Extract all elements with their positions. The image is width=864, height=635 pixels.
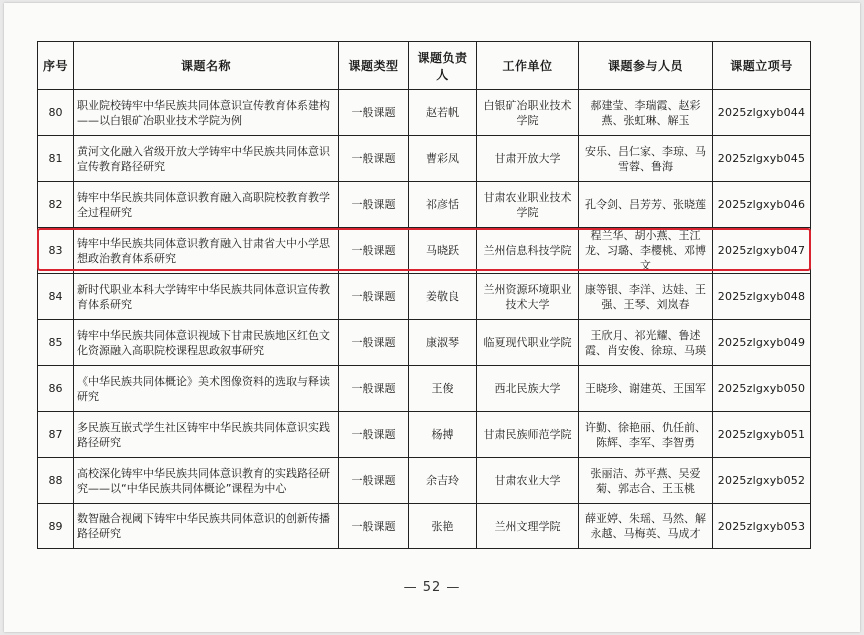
table-row	[38, 320, 811, 366]
cell-no: 84	[38, 274, 74, 320]
document-page	[4, 3, 860, 632]
cell-type: 一般课题	[339, 504, 409, 549]
cell-name: 铸牢中华民族共同体意识教育融入高职院校教育教学全过程研究	[74, 182, 339, 228]
cell-name: 新时代职业本科大学铸牢中华民族共同体意识宣传教育体系研究	[74, 274, 339, 320]
cell-unit: 白银矿冶职业技术学院	[477, 90, 579, 136]
cell-members: 许勤、徐艳丽、仇任前、陈辉、李军、李智勇	[579, 412, 713, 458]
cell-code: 2025zlgxyb049	[713, 320, 811, 366]
cell-lead: 马晓跃	[409, 228, 477, 274]
table-row	[38, 366, 811, 412]
cell-lead: 王俊	[409, 366, 477, 412]
cell-unit: 甘肃农业职业技术学院	[477, 182, 579, 228]
cell-unit: 甘肃民族师范学院	[477, 412, 579, 458]
cell-name: 高校深化铸牢中华民族共同体意识教育的实践路径研究——以“中华民族共同体概论”课程为中心	[74, 458, 339, 504]
cell-type: 一般课题	[339, 412, 409, 458]
cell-no: 82	[38, 182, 74, 228]
cell-no: 80	[38, 90, 74, 136]
cell-members: 王欣月、祁光耀、鲁述霞、肖安俊、徐琼、马瑛	[579, 320, 713, 366]
cell-members: 孔令剑、吕芳芳、张晓莲	[579, 182, 713, 228]
cell-unit: 兰州信息科技学院	[477, 228, 579, 274]
cell-name: 职业院校铸牢中华民族共同体意识宣传教育体系建构——以白银矿冶职业技术学院为例	[74, 90, 339, 136]
header-type: 课题类型	[339, 42, 409, 90]
cell-type: 一般课题	[339, 228, 409, 274]
header-unit: 工作单位	[477, 42, 579, 90]
cell-type: 一般课题	[339, 136, 409, 182]
cell-unit: 西北民族大学	[477, 366, 579, 412]
table-row	[38, 90, 811, 136]
table-row	[38, 504, 811, 549]
cell-members: 张丽洁、苏平燕、吴爱菊、郭志合、王玉桃	[579, 458, 713, 504]
table-row	[38, 274, 811, 320]
cell-unit: 兰州文理学院	[477, 504, 579, 549]
cell-lead: 杨搏	[409, 412, 477, 458]
cell-members: 安乐、吕仁家、李琼、马雪蓉、鲁海	[579, 136, 713, 182]
cell-name: 铸牢中华民族共同体意识视域下甘肃民族地区红色文化资源融入高职院校课程思政叙事研究	[74, 320, 339, 366]
cell-type: 一般课题	[339, 320, 409, 366]
cell-code: 2025zlgxyb053	[713, 504, 811, 549]
page-number: — 52 —	[403, 580, 461, 595]
cell-no: 86	[38, 366, 74, 412]
cell-members: 程兰华、胡小燕、王江龙、习璐、李樱桃、邓博文	[579, 228, 713, 274]
cell-members: 王晓珍、谢建英、王国军	[579, 366, 713, 412]
cell-lead: 张艳	[409, 504, 477, 549]
cell-unit: 甘肃开放大学	[477, 136, 579, 182]
cell-name: 《中华民族共同体概论》美术图像资料的选取与释读研究	[74, 366, 339, 412]
header-no: 序号	[38, 42, 74, 90]
cell-lead: 姜敬良	[409, 274, 477, 320]
cell-members: 郝建莹、李瑞霞、赵彩燕、张虹琳、解玉	[579, 90, 713, 136]
cell-no: 88	[38, 458, 74, 504]
header-members: 课题参与人员	[579, 42, 713, 90]
cell-lead: 余吉玲	[409, 458, 477, 504]
table-row	[38, 182, 811, 228]
table-row	[38, 412, 811, 458]
cell-unit: 兰州资源环境职业技术大学	[477, 274, 579, 320]
cell-no: 83	[38, 228, 74, 274]
cell-lead: 祁彦恬	[409, 182, 477, 228]
table-header-row	[38, 42, 811, 90]
cell-no: 85	[38, 320, 74, 366]
cell-name: 黄河文化融入省级开放大学铸牢中华民族共同体意识宣传教育路径研究	[74, 136, 339, 182]
cell-name: 多民族互嵌式学生社区铸牢中华民族共同体意识实践路径研究	[74, 412, 339, 458]
cell-code: 2025zlgxyb047	[713, 228, 811, 274]
table-row	[38, 458, 811, 504]
header-name: 课题名称	[74, 42, 339, 90]
table-row-highlighted	[38, 228, 811, 274]
cell-code: 2025zlgxyb050	[713, 366, 811, 412]
cell-code: 2025zlgxyb048	[713, 274, 811, 320]
cell-code: 2025zlgxyb052	[713, 458, 811, 504]
cell-lead: 赵若帆	[409, 90, 477, 136]
cell-type: 一般课题	[339, 366, 409, 412]
cell-name: 铸牢中华民族共同体意识教育融入甘肃省大中小学思想政治教育体系研究	[74, 228, 339, 274]
cell-type: 一般课题	[339, 274, 409, 320]
cell-no: 87	[38, 412, 74, 458]
project-table	[37, 41, 811, 549]
cell-members: 薛亚婷、朱瑶、马然、解永越、马梅英、马成才	[579, 504, 713, 549]
header-code: 课题立项号	[713, 42, 811, 90]
header-lead: 课题负责人	[409, 42, 477, 90]
cell-code: 2025zlgxyb046	[713, 182, 811, 228]
cell-unit: 临夏现代职业学院	[477, 320, 579, 366]
cell-no: 81	[38, 136, 74, 182]
cell-type: 一般课题	[339, 182, 409, 228]
cell-no: 89	[38, 504, 74, 549]
cell-code: 2025zlgxyb044	[713, 90, 811, 136]
cell-lead: 康淑琴	[409, 320, 477, 366]
cell-type: 一般课题	[339, 90, 409, 136]
cell-name: 数智融合视阈下铸牢中华民族共同体意识的创新传播路径研究	[74, 504, 339, 549]
cell-unit: 甘肃农业大学	[477, 458, 579, 504]
cell-code: 2025zlgxyb045	[713, 136, 811, 182]
cell-type: 一般课题	[339, 458, 409, 504]
cell-members: 康等银、李洋、达娃、王强、王琴、刘岚春	[579, 274, 713, 320]
cell-lead: 曹彩凤	[409, 136, 477, 182]
cell-code: 2025zlgxyb051	[713, 412, 811, 458]
table-row	[38, 136, 811, 182]
